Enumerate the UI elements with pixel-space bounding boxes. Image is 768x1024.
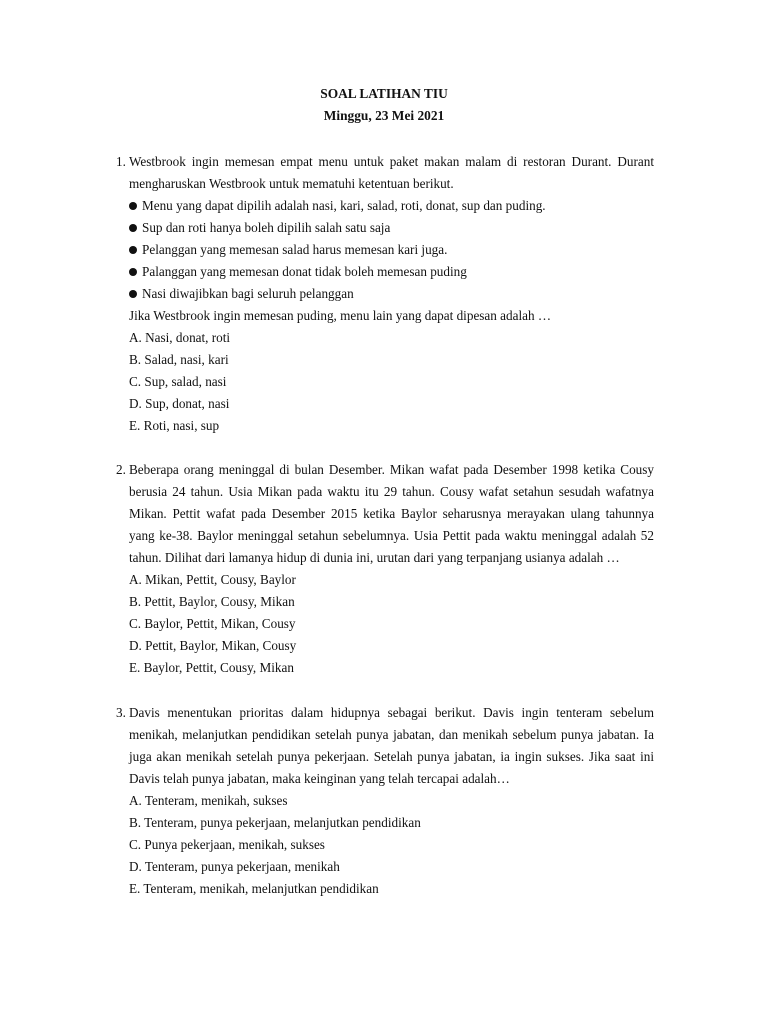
- bullet-icon: [129, 290, 137, 298]
- condition-text: Nasi diwajibkan bagi seluruh pelanggan: [142, 286, 354, 301]
- answer-option-b: B. Pettit, Baylor, Cousy, Mikan: [129, 594, 295, 609]
- condition-item: [116, 283, 654, 305]
- condition-item: [116, 261, 654, 283]
- question-text: Beberapa orang meninggal di bulan Desember. Mikan wafat pada Desember 1998 ketika Cousy berusia 24 tahun. Usia Mikan pada waktu itu 29 tahun. Cousy wafat setahun sesudah wafatnya Mikan. Pettit wafat pada Desember 2015 ketika Baylor seharusnya merayakan ulang tahunnya yang ke-38. Baylor meninggal setahun sebelumnya. Usia Pettit pada waktu meninggal adalah 52 tahun. Dilihat dari lamanya hidup di dunia ini, urutan dari yang terpanjang usianya adalah …: [129, 462, 654, 565]
- condition-text: Palanggan yang memesan donat tidak boleh memesan puding: [142, 264, 467, 279]
- answer-option-e: E. Baylor, Pettit, Cousy, Mikan: [129, 660, 294, 675]
- condition-item: [116, 195, 654, 217]
- question-stem: [116, 702, 654, 790]
- answer-option-b: B. Salad, nasi, kari: [129, 352, 229, 367]
- condition-item: [116, 239, 654, 261]
- question-number: 2.: [116, 462, 126, 477]
- bullet-icon: [129, 202, 137, 210]
- answer-option-d: D. Sup, donat, nasi: [129, 396, 230, 411]
- question-number: 1.: [116, 154, 126, 169]
- bullet-icon: [129, 268, 137, 276]
- question-number: 3.: [116, 705, 126, 720]
- bullet-icon: [129, 246, 137, 254]
- condition-text: Menu yang dapat dipilih adalah nasi, kari, salad, roti, donat, sup dan puding.: [142, 198, 546, 213]
- condition-text: Pelanggan yang memesan salad harus memesan kari juga.: [142, 242, 448, 257]
- question-1: [116, 151, 654, 437]
- question-text: Davis menentukan prioritas dalam hidupnya sebagai berikut. Davis ingin tenteram sebelum menikah, melanjutkan pendidikan setelah punya jabatan, dan menikah sebelum punya jabatan. Ia juga akan menikah setelah punya pekerjaan. Setelah punya jabatan, ia ingin sukses. Jika saat ini Davis telah punya jabatan, maka keinginan yang telah tercapai adalah…: [129, 705, 654, 786]
- answer-option-b: B. Tenteram, punya pekerjaan, melanjutkan pendidikan: [129, 815, 421, 830]
- answer-option-c: C. Baylor, Pettit, Mikan, Cousy: [129, 616, 296, 631]
- question-stem: [116, 151, 654, 195]
- condition-item: [116, 217, 654, 239]
- document-title: SOAL LATIHAN TIU: [320, 86, 448, 101]
- answer-option-a: A. Nasi, donat, roti: [129, 330, 231, 345]
- answer-option-c: C. Punya pekerjaan, menikah, sukses: [129, 837, 325, 852]
- answer-option-e: E. Roti, nasi, sup: [129, 418, 220, 433]
- question-stem: [116, 459, 654, 569]
- question-prompt: Jika Westbrook ingin memesan puding, menu lain yang dapat dipesan adalah …: [129, 308, 552, 323]
- answer-option-a: A. Tenteram, menikah, sukses: [129, 793, 288, 808]
- bullet-icon: [129, 224, 137, 232]
- answer-option-d: D. Tenteram, punya pekerjaan, menikah: [129, 859, 340, 874]
- answer-option-c: C. Sup, salad, nasi: [129, 374, 227, 389]
- condition-text: Sup dan roti hanya boleh dipilih salah satu saja: [142, 220, 391, 235]
- answer-option-d: D. Pettit, Baylor, Mikan, Cousy: [129, 638, 297, 653]
- question-2: [116, 459, 654, 679]
- answer-option-e: E. Tenteram, menikah, melanjutkan pendidikan: [129, 881, 379, 896]
- question-text: Westbrook ingin memesan empat menu untuk paket makan malam di restoran Durant. Durant mengharuskan Westbrook untuk mematuhi ketentuan berikut.: [129, 154, 654, 191]
- question-3: [116, 702, 654, 900]
- document-date: Minggu, 23 Mei 2021: [323, 108, 445, 123]
- answer-option-a: A. Mikan, Pettit, Cousy, Baylor: [129, 572, 296, 587]
